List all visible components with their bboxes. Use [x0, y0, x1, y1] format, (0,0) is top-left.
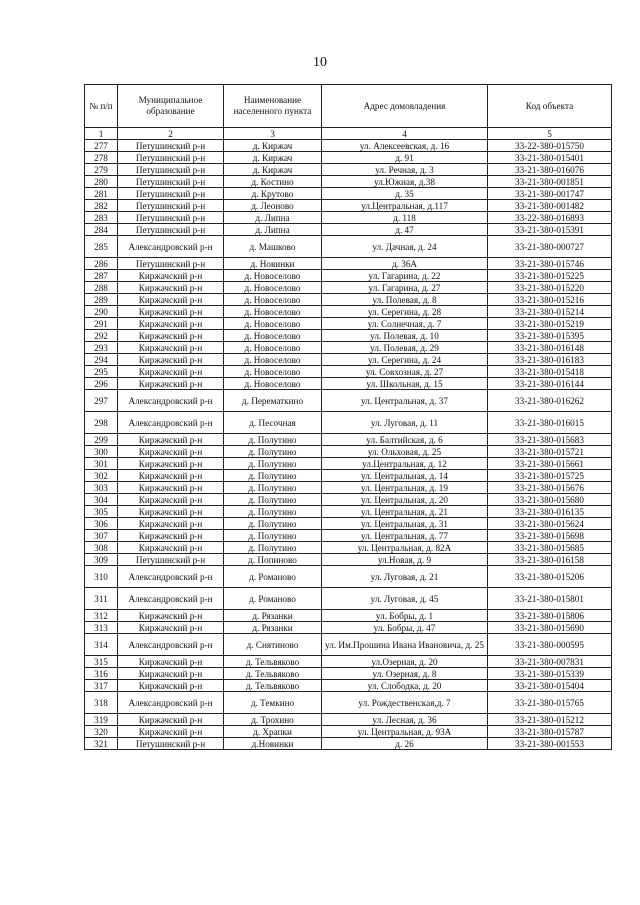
address-cell: ул. Солнечная, д. 7	[322, 318, 488, 330]
object-code-cell: 33-21-380-015395	[488, 330, 612, 342]
table-row	[85, 692, 612, 714]
municipality-cell: Александровский р-н	[118, 566, 224, 588]
table-row	[85, 738, 612, 750]
settlement-cell: д. Романово	[224, 588, 322, 610]
address-cell: ул. Дачная, д. 24	[322, 236, 488, 258]
row-number-cell: 296	[85, 378, 118, 390]
address-cell: ул. Речная, д. 3	[322, 164, 488, 176]
address-cell: ул. Совхозная, д. 27	[322, 366, 488, 378]
table-row	[85, 200, 612, 212]
municipality-cell: Киржачский р-н	[118, 446, 224, 458]
settlement-cell: д. Полутино	[224, 530, 322, 542]
settlement-cell: д. Полутино	[224, 446, 322, 458]
settlement-cell: д. Липна	[224, 212, 322, 224]
municipality-cell: Киржачский р-н	[118, 458, 224, 470]
address-cell: ул. Полевая, д. 10	[322, 330, 488, 342]
object-code-cell: 33-21-380-001747	[488, 188, 612, 200]
address-cell: ул. Балтийская, д. 6	[322, 434, 488, 446]
object-code-cell: 33-21-380-015690	[488, 622, 612, 634]
settlement-cell: д. Полутино	[224, 542, 322, 554]
row-number-cell: 299	[85, 434, 118, 446]
table-row	[85, 542, 612, 554]
row-number-cell: 292	[85, 330, 118, 342]
registry-table	[84, 84, 612, 750]
object-code-cell: 33-21-380-007831	[488, 656, 612, 668]
object-code-cell: 33-21-380-016135	[488, 506, 612, 518]
settlement-cell: д. Костино	[224, 176, 322, 188]
table-row	[85, 714, 612, 726]
object-code-cell: 33-21-380-015391	[488, 224, 612, 236]
municipality-cell: Киржачский р-н	[118, 680, 224, 692]
address-cell: ул. Центральная, д. 31	[322, 518, 488, 530]
table-row	[85, 726, 612, 738]
table-row	[85, 270, 612, 282]
settlement-cell: д. Новоселово	[224, 366, 322, 378]
address-cell: д. 47	[322, 224, 488, 236]
row-number-cell: 305	[85, 506, 118, 518]
object-code-cell: 33-21-380-015212	[488, 714, 612, 726]
address-cell: д. 118	[322, 212, 488, 224]
settlement-cell: д. Полутино	[224, 482, 322, 494]
object-code-cell: 33-21-380-000727	[488, 236, 612, 258]
object-code-cell: 33-21-380-015624	[488, 518, 612, 530]
row-number-cell: 300	[85, 446, 118, 458]
row-number-cell: 281	[85, 188, 118, 200]
column-header-address: Адрес домовладения	[322, 85, 488, 128]
table-row	[85, 434, 612, 446]
column-header-number: № п/п	[85, 85, 118, 128]
object-code-cell: 33-21-380-015418	[488, 366, 612, 378]
municipality-cell: Киржачский р-н	[118, 714, 224, 726]
row-number-cell: 286	[85, 258, 118, 270]
settlement-cell: д. Новоселово	[224, 342, 322, 354]
settlement-cell: д. Новоселово	[224, 294, 322, 306]
row-number-cell: 312	[85, 610, 118, 622]
object-code-cell: 33-21-380-015216	[488, 294, 612, 306]
object-code-cell: 33-21-380-016158	[488, 554, 612, 566]
municipality-cell: Киржачский р-н	[118, 294, 224, 306]
row-number-cell: 298	[85, 412, 118, 434]
table-row	[85, 680, 612, 692]
row-number-cell: 282	[85, 200, 118, 212]
settlement-cell: д. Новоселово	[224, 318, 322, 330]
table-row	[85, 140, 612, 152]
table-row	[85, 224, 612, 236]
object-code-cell: 33-21-380-016262	[488, 390, 612, 412]
row-number-cell: 294	[85, 354, 118, 366]
municipality-cell: Александровский р-н	[118, 692, 224, 714]
municipality-cell: Петушинский р-н	[118, 212, 224, 224]
settlement-cell: д. Новоселово	[224, 354, 322, 366]
table-row	[85, 390, 612, 412]
row-number-cell: 288	[85, 282, 118, 294]
municipality-cell: Александровский р-н	[118, 634, 224, 656]
address-cell: ул. Луговая, д. 45	[322, 588, 488, 610]
row-number-cell: 287	[85, 270, 118, 282]
address-cell: д. 35	[322, 188, 488, 200]
row-number-cell: 301	[85, 458, 118, 470]
object-code-cell: 33-21-380-015683	[488, 434, 612, 446]
settlement-cell: д.Новинки	[224, 738, 322, 750]
municipality-cell: Александровский р-н	[118, 412, 224, 434]
row-number-cell: 304	[85, 494, 118, 506]
municipality-cell: Киржачский р-н	[118, 434, 224, 446]
table-row	[85, 482, 612, 494]
table-row	[85, 188, 612, 200]
settlement-cell: д. Новинки	[224, 258, 322, 270]
address-cell: ул.Новая, д. 9	[322, 554, 488, 566]
settlement-cell: д. Полутино	[224, 434, 322, 446]
row-number-cell: 314	[85, 634, 118, 656]
row-number-cell: 291	[85, 318, 118, 330]
column-header-settlement: Наименование населенного пункта	[224, 85, 322, 128]
municipality-cell: Киржачский р-н	[118, 318, 224, 330]
address-cell: ул. Озерная, д. 8	[322, 668, 488, 680]
table-row	[85, 458, 612, 470]
table-row	[85, 378, 612, 390]
row-number-cell: 307	[85, 530, 118, 542]
settlement-cell: д. Песочная	[224, 412, 322, 434]
settlement-cell: д. Киржач	[224, 152, 322, 164]
object-code-cell: 33-21-380-015801	[488, 588, 612, 610]
address-cell: д. 91	[322, 152, 488, 164]
column-header-municipality: Муниципальное образование	[118, 85, 224, 128]
row-number-cell: 290	[85, 306, 118, 318]
table-row	[85, 518, 612, 530]
row-number-cell: 297	[85, 390, 118, 412]
table-row	[85, 318, 612, 330]
address-cell: ул. Рождественская,д. 7	[322, 692, 488, 714]
object-code-cell: 33-21-380-015787	[488, 726, 612, 738]
settlement-cell: д. Тельвяково	[224, 680, 322, 692]
table-row	[85, 588, 612, 610]
table-row	[85, 622, 612, 634]
settlement-cell: д. Новоселово	[224, 306, 322, 318]
table-row	[85, 656, 612, 668]
address-cell: ул. Полевая, д. 29	[322, 342, 488, 354]
address-cell: ул. Серегина, д. 28	[322, 306, 488, 318]
municipality-cell: Александровский р-н	[118, 236, 224, 258]
address-cell: ул. Бобры, д. 47	[322, 622, 488, 634]
address-cell: ул. Школьная, д. 15	[322, 378, 488, 390]
address-cell: ул. Им.Прошина Ивана Ивановича, д. 25	[322, 634, 488, 656]
address-cell: ул. Гагарина, д. 22	[322, 270, 488, 282]
address-cell: ул. Центральная, д. 19	[322, 482, 488, 494]
address-cell: ул. Центральная, д. 82А	[322, 542, 488, 554]
municipality-cell: Киржачский р-н	[118, 506, 224, 518]
municipality-cell: Киржачский р-н	[118, 354, 224, 366]
municipality-cell: Петушинский р-н	[118, 152, 224, 164]
municipality-cell: Киржачский р-н	[118, 306, 224, 318]
row-number-cell: 308	[85, 542, 118, 554]
column-header-object-code: Код объекта	[488, 85, 612, 128]
municipality-cell: Петушинский р-н	[118, 258, 224, 270]
table-row	[85, 282, 612, 294]
column-number: 5	[488, 128, 612, 140]
address-cell: ул.Центральная, д.117	[322, 200, 488, 212]
settlement-cell: д. Киржач	[224, 140, 322, 152]
row-number-cell: 311	[85, 588, 118, 610]
object-code-cell: 33-21-380-015404	[488, 680, 612, 692]
settlement-cell: д. Новоселово	[224, 270, 322, 282]
municipality-cell: Петушинский р-н	[118, 176, 224, 188]
municipality-cell: Киржачский р-н	[118, 470, 224, 482]
object-code-cell: 33-21-380-015725	[488, 470, 612, 482]
settlement-cell: д. Романово	[224, 566, 322, 588]
table-row	[85, 330, 612, 342]
municipality-cell: Киржачский р-н	[118, 282, 224, 294]
address-cell: ул.Южная, д.38	[322, 176, 488, 188]
column-number: 3	[224, 128, 322, 140]
row-number-cell: 302	[85, 470, 118, 482]
address-cell: д. 26	[322, 738, 488, 750]
object-code-cell: 33-21-380-015721	[488, 446, 612, 458]
table-row	[85, 446, 612, 458]
row-number-cell: 283	[85, 212, 118, 224]
column-numbers-row	[85, 128, 612, 140]
object-code-cell: 33-21-380-016015	[488, 412, 612, 434]
address-cell: ул. Слободка, д. 20	[322, 680, 488, 692]
address-cell: ул. Бобры, д. 1	[322, 610, 488, 622]
table-row	[85, 366, 612, 378]
municipality-cell: Киржачский р-н	[118, 330, 224, 342]
table-row	[85, 610, 612, 622]
municipality-cell: Киржачский р-н	[118, 530, 224, 542]
municipality-cell: Киржачский р-н	[118, 542, 224, 554]
municipality-cell: Петушинский р-н	[118, 738, 224, 750]
object-code-cell: 33-21-380-016148	[488, 342, 612, 354]
object-code-cell: 33-21-380-015765	[488, 692, 612, 714]
table-row	[85, 176, 612, 188]
municipality-cell: Киржачский р-н	[118, 270, 224, 282]
municipality-cell: Киржачский р-н	[118, 378, 224, 390]
object-code-cell: 33-21-380-016076	[488, 164, 612, 176]
table-row	[85, 152, 612, 164]
object-code-cell: 33-21-380-015680	[488, 494, 612, 506]
row-number-cell: 293	[85, 342, 118, 354]
address-cell: ул. Центральная, д. 20	[322, 494, 488, 506]
row-number-cell: 295	[85, 366, 118, 378]
address-cell: ул. Центральная, д. 21	[322, 506, 488, 518]
municipality-cell: Киржачский р-н	[118, 518, 224, 530]
object-code-cell: 33-21-380-015220	[488, 282, 612, 294]
column-number: 4	[322, 128, 488, 140]
address-cell: ул.Озерная, д. 20	[322, 656, 488, 668]
table-row	[85, 530, 612, 542]
municipality-cell: Киржачский р-н	[118, 342, 224, 354]
address-cell: ул.Центральная, д. 12	[322, 458, 488, 470]
address-cell: ул. Серегина, д. 24	[322, 354, 488, 366]
address-cell: д. 36А	[322, 258, 488, 270]
settlement-cell: д. Полутино	[224, 494, 322, 506]
object-code-cell: 33-21-380-001482	[488, 200, 612, 212]
settlement-cell: д. Новоселово	[224, 330, 322, 342]
table-row	[85, 164, 612, 176]
row-number-cell: 320	[85, 726, 118, 738]
object-code-cell: 33-21-380-015806	[488, 610, 612, 622]
address-cell: ул. Луговая, д. 11	[322, 412, 488, 434]
object-code-cell: 33-21-380-015214	[488, 306, 612, 318]
municipality-cell: Киржачский р-н	[118, 668, 224, 680]
address-cell: ул. Алексеевская, д. 16	[322, 140, 488, 152]
table-row	[85, 668, 612, 680]
table-row	[85, 354, 612, 366]
settlement-cell: д. Попиново	[224, 554, 322, 566]
settlement-cell: д. Храпки	[224, 726, 322, 738]
municipality-cell: Киржачский р-н	[118, 610, 224, 622]
row-number-cell: 309	[85, 554, 118, 566]
object-code-cell: 33-21-380-001553	[488, 738, 612, 750]
table-row	[85, 342, 612, 354]
table-row	[85, 212, 612, 224]
row-number-cell: 280	[85, 176, 118, 188]
table-row	[85, 294, 612, 306]
settlement-cell: д. Полутино	[224, 518, 322, 530]
municipality-cell: Петушинский р-н	[118, 140, 224, 152]
municipality-cell: Киржачский р-н	[118, 366, 224, 378]
object-code-cell: 33-21-380-015698	[488, 530, 612, 542]
object-code-cell: 33-21-380-016183	[488, 354, 612, 366]
municipality-cell: Киржачский р-н	[118, 482, 224, 494]
row-number-cell: 303	[85, 482, 118, 494]
municipality-cell: Петушинский р-н	[118, 200, 224, 212]
settlement-cell: д. Полутино	[224, 470, 322, 482]
municipality-cell: Александровский р-н	[118, 390, 224, 412]
header-row	[85, 85, 612, 128]
table-row	[85, 566, 612, 588]
settlement-cell: д. Леоново	[224, 200, 322, 212]
row-number-cell: 321	[85, 738, 118, 750]
settlement-cell: д. Новоселово	[224, 282, 322, 294]
row-number-cell: 284	[85, 224, 118, 236]
address-cell: ул. Луговая, д. 21	[322, 566, 488, 588]
settlement-cell: д. Липна	[224, 224, 322, 236]
address-cell: ул. Лесная, д. 36	[322, 714, 488, 726]
settlement-cell: д. Тельвяково	[224, 668, 322, 680]
municipality-cell: Петушинский р-н	[118, 224, 224, 236]
object-code-cell: 33-21-380-001851	[488, 176, 612, 188]
municipality-cell: Киржачский р-н	[118, 622, 224, 634]
row-number-cell: 278	[85, 152, 118, 164]
settlement-cell: д. Новоселово	[224, 378, 322, 390]
address-cell: ул. Центральная, д. 93А	[322, 726, 488, 738]
page-number: 10	[313, 55, 327, 70]
municipality-cell: Киржачский р-н	[118, 494, 224, 506]
object-code-cell: 33-21-380-015401	[488, 152, 612, 164]
settlement-cell: д. Рязанки	[224, 622, 322, 634]
row-number-cell: 317	[85, 680, 118, 692]
object-code-cell: 33-21-380-015746	[488, 258, 612, 270]
settlement-cell: д. Снятиново	[224, 634, 322, 656]
municipality-cell: Александровский р-н	[118, 588, 224, 610]
object-code-cell: 33-21-380-015206	[488, 566, 612, 588]
table-row	[85, 554, 612, 566]
settlement-cell: д. Крутово	[224, 188, 322, 200]
settlement-cell: д. Темкино	[224, 692, 322, 714]
municipality-cell: Киржачский р-н	[118, 726, 224, 738]
table-row	[85, 506, 612, 518]
object-code-cell: 33-22-380-016893	[488, 212, 612, 224]
municipality-cell: Киржачский р-н	[118, 656, 224, 668]
settlement-cell: д. Полутино	[224, 458, 322, 470]
table-row	[85, 494, 612, 506]
object-code-cell: 33-21-380-015676	[488, 482, 612, 494]
row-number-cell: 285	[85, 236, 118, 258]
settlement-cell: д. Трохино	[224, 714, 322, 726]
settlement-cell: д. Тельвяково	[224, 656, 322, 668]
table-row	[85, 258, 612, 270]
table-row	[85, 470, 612, 482]
object-code-cell: 33-21-380-015339	[488, 668, 612, 680]
table-row	[85, 236, 612, 258]
settlement-cell: д. Киржач	[224, 164, 322, 176]
object-code-cell: 33-21-380-015685	[488, 542, 612, 554]
column-number: 2	[118, 128, 224, 140]
table-row	[85, 306, 612, 318]
object-code-cell: 33-22-380-015750	[488, 140, 612, 152]
object-code-cell: 33-21-380-016144	[488, 378, 612, 390]
settlement-cell: д. Полутино	[224, 506, 322, 518]
municipality-cell: Петушинский р-н	[118, 188, 224, 200]
address-cell: ул. Ольховая, д. 25	[322, 446, 488, 458]
table-body	[85, 140, 612, 750]
row-number-cell: 319	[85, 714, 118, 726]
row-number-cell: 313	[85, 622, 118, 634]
object-code-cell: 33-21-380-000595	[488, 634, 612, 656]
settlement-cell: д. Перематкино	[224, 390, 322, 412]
address-cell: ул. Центральная, д. 37	[322, 390, 488, 412]
table-row	[85, 634, 612, 656]
row-number-cell: 279	[85, 164, 118, 176]
row-number-cell: 318	[85, 692, 118, 714]
settlement-cell: д. Рязанки	[224, 610, 322, 622]
row-number-cell: 277	[85, 140, 118, 152]
table-row	[85, 412, 612, 434]
address-cell: ул. Центральная, д. 77	[322, 530, 488, 542]
address-cell: ул. Центральная, д. 14	[322, 470, 488, 482]
address-cell: ул. Гагарина, д. 27	[322, 282, 488, 294]
row-number-cell: 306	[85, 518, 118, 530]
municipality-cell: Петушинский р-н	[118, 164, 224, 176]
municipality-cell: Петушинский р-н	[118, 554, 224, 566]
settlement-cell: д. Машково	[224, 236, 322, 258]
row-number-cell: 315	[85, 656, 118, 668]
object-code-cell: 33-21-380-015661	[488, 458, 612, 470]
row-number-cell: 289	[85, 294, 118, 306]
row-number-cell: 310	[85, 566, 118, 588]
row-number-cell: 316	[85, 668, 118, 680]
column-number: 1	[85, 128, 118, 140]
object-code-cell: 33-21-380-015219	[488, 318, 612, 330]
object-code-cell: 33-21-380-015225	[488, 270, 612, 282]
address-cell: ул. Полевая, д. 8	[322, 294, 488, 306]
